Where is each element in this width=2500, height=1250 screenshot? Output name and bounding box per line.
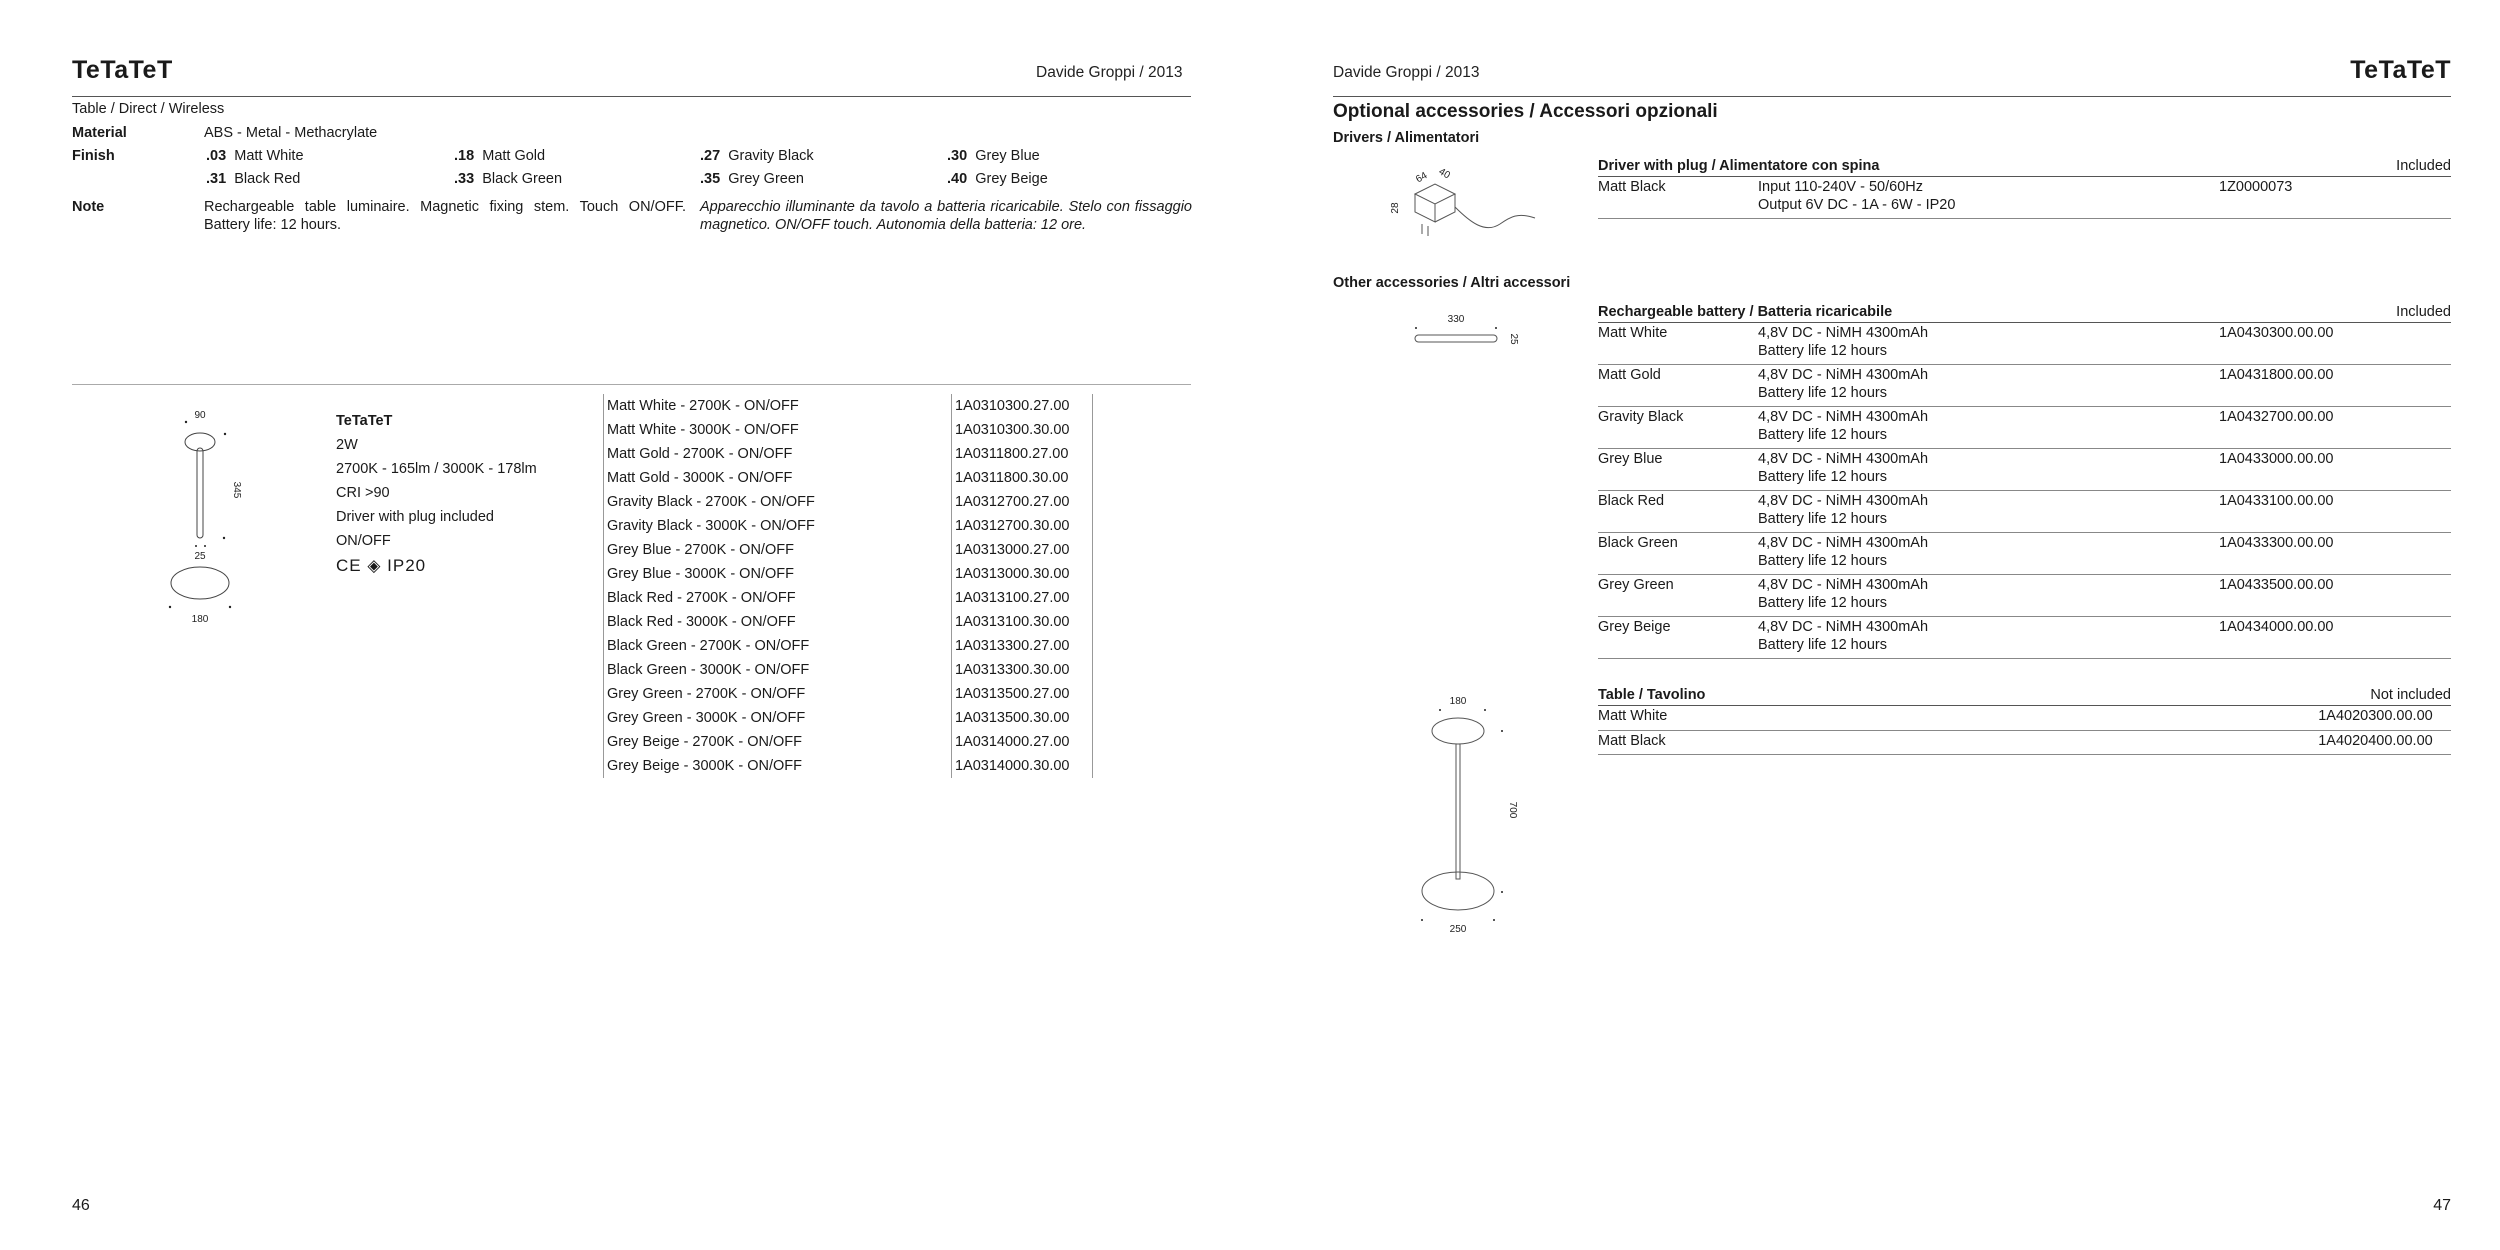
battery-row-desc: 4,8V DC - NiMH 4300mAh Battery life 12 hours: [1758, 323, 2219, 365]
variant-name: Grey Beige - 3000K - ON/OFF: [604, 754, 952, 778]
left-category: Table / Direct / Wireless: [72, 101, 225, 117]
driver-row-desc: Input 110-240V - 50/60Hz Output 6V DC - 1A - 6W - IP20: [1758, 177, 2219, 219]
driver-drawing: [1390, 162, 1540, 242]
variant-name: Matt White - 3000K - ON/OFF: [604, 418, 952, 442]
table-row: [604, 634, 1093, 658]
variant-code: 1A0312700.27.00: [952, 490, 1093, 514]
note-english: Rechargeable table luminaire. Magnetic fixing stem. Touch ON/OFF. Battery life: 12 hours.: [204, 199, 686, 233]
table-row: [604, 754, 1093, 778]
variant-code: 1A0314000.30.00: [952, 754, 1093, 778]
material-value: ABS - Metal - Methacrylate: [204, 125, 378, 141]
table-row: [1598, 491, 2451, 533]
variant-name: Grey Green - 3000K - ON/OFF: [604, 706, 952, 730]
table-row: [604, 682, 1093, 706]
right-page-number: 47: [2433, 1197, 2451, 1214]
accessories-title: Optional accessories / Accessori opzionali: [1333, 101, 1718, 122]
variant-name: Grey Green - 2700K - ON/OFF: [604, 682, 952, 706]
table-row: [1598, 617, 2451, 659]
finish-item: .03 Matt White: [206, 148, 304, 164]
variant-code: 1A0313000.27.00: [952, 538, 1093, 562]
battery-row-desc: 4,8V DC - NiMH 4300mAh Battery life 12 hours: [1758, 617, 2219, 659]
certification-marks: CE ◈ IP20: [336, 556, 427, 575]
battery-row-desc: 4,8V DC - NiMH 4300mAh Battery life 12 hours: [1758, 533, 2219, 575]
right-designer: Davide Groppi / 2013: [1333, 64, 1480, 81]
battery-row-code: 1A0433300.00.00: [2219, 533, 2451, 575]
left-section-rule: [72, 384, 1191, 385]
battery-row-name: Grey Green: [1598, 575, 1758, 617]
variant-code: 1A0311800.27.00: [952, 442, 1093, 466]
left-brand-title: TeTaTeT: [72, 56, 173, 84]
table-dim-height: 700: [1507, 801, 1518, 819]
table-row: [604, 610, 1093, 634]
battery-table-status: Included: [2219, 302, 2451, 323]
right-brand-title: TeTaTeT: [2350, 56, 2451, 84]
battery-row-desc: 4,8V DC - NiMH 4300mAh Battery life 12 hours: [1758, 407, 2219, 449]
driver-table: [1598, 156, 2451, 219]
note-italian: Apparecchio illuminante da tavolo a batteria ricaricabile. Stelo con fissaggio magnetico. ON/OFF touch. Autonomia della batteria: 12 ore.: [700, 199, 1192, 233]
variant-name: Black Green - 2700K - ON/OFF: [604, 634, 952, 658]
other-accessories-heading: Other accessories / Altri accessori: [1333, 275, 1571, 291]
battery-row-name: Matt Gold: [1598, 365, 1758, 407]
driver-table-title: Driver with plug / Alimentatore con spina: [1598, 156, 2219, 177]
variant-code: 1A0313000.30.00: [952, 562, 1093, 586]
driver-row-code: 1Z0000073: [2219, 177, 2451, 219]
table-row: [604, 730, 1093, 754]
left-page-number: 46: [72, 1197, 90, 1214]
side-table-row-code: 1A4020400.00.00: [2318, 730, 2451, 755]
variant-code: 1A0313500.27.00: [952, 682, 1093, 706]
product-driver: Driver with plug included: [336, 509, 494, 525]
finish-item: .33 Black Green: [454, 171, 563, 187]
battery-row-code: 1A0433500.00.00: [2219, 575, 2451, 617]
table-row: [604, 514, 1093, 538]
product-switch: ON/OFF: [336, 533, 391, 549]
side-table-row-name: Matt Black: [1598, 730, 2318, 755]
material-label: Material: [72, 125, 127, 141]
table-row: [1598, 323, 2451, 365]
variant-code: 1A0310300.30.00: [952, 418, 1093, 442]
battery-row-code: 1A0431800.00.00: [2219, 365, 2451, 407]
variant-code: 1A0313300.30.00: [952, 658, 1093, 682]
finish-item: .27 Gravity Black: [700, 148, 814, 164]
left-designer: Davide Groppi / 2013: [1036, 64, 1183, 81]
variant-code: 1A0310300.27.00: [952, 394, 1093, 418]
battery-table-title: Rechargeable battery / Batteria ricaricabile: [1598, 302, 2219, 323]
lamp-dim-height: 345: [231, 481, 242, 499]
variant-name: Black Red - 2700K - ON/OFF: [604, 586, 952, 610]
lamp-dim-stem: 25: [194, 551, 206, 562]
table-row: [1598, 407, 2451, 449]
battery-row-code: 1A0434000.00.00: [2219, 617, 2451, 659]
variant-name: Matt White - 2700K - ON/OFF: [604, 394, 952, 418]
product-cri: CRI >90: [336, 485, 390, 501]
battery-row-desc: 4,8V DC - NiMH 4300mAh Battery life 12 hours: [1758, 491, 2219, 533]
table-dim-base: 250: [1449, 924, 1467, 935]
battery-table: [1598, 302, 2451, 659]
battery-row-code: 1A0430300.00.00: [2219, 323, 2451, 365]
variant-name: Matt Gold - 3000K - ON/OFF: [604, 466, 952, 490]
product-power: 2W: [336, 437, 358, 453]
table-row: [1598, 365, 2451, 407]
driver-dim-c: 28: [1390, 202, 1401, 214]
driver-row-name: Matt Black: [1598, 177, 1758, 219]
finish-item: .35 Grey Green: [700, 171, 804, 187]
side-table-row-code: 1A4020300.00.00: [2318, 706, 2451, 731]
table-row: [1598, 730, 2451, 755]
side-table-title: Table / Tavolino: [1598, 685, 2318, 706]
variant-name: Grey Blue - 2700K - ON/OFF: [604, 538, 952, 562]
table-row: [1598, 533, 2451, 575]
table-row: [604, 658, 1093, 682]
driver-dim-b: 40: [1436, 166, 1452, 182]
variant-name: Black Green - 3000K - ON/OFF: [604, 658, 952, 682]
table-row: [604, 466, 1093, 490]
finish-item: .18 Matt Gold: [454, 148, 546, 164]
table-row: [604, 586, 1093, 610]
table-row: [604, 706, 1093, 730]
finish-item: .30 Grey Blue: [947, 148, 1040, 164]
battery-row-code: 1A0433000.00.00: [2219, 449, 2451, 491]
finish-grid: [204, 144, 1194, 192]
finish-label: Finish: [72, 148, 115, 164]
battery-drawing: [1400, 310, 1520, 350]
table-row: [1598, 575, 2451, 617]
table-dim-top: 180: [1449, 696, 1467, 707]
variant-name: Grey Blue - 3000K - ON/OFF: [604, 562, 952, 586]
finish-item: .31 Black Red: [206, 171, 301, 187]
product-name: TeTaTeT: [336, 413, 393, 429]
variant-code: 1A0311800.30.00: [952, 466, 1093, 490]
battery-row-code: 1A0432700.00.00: [2219, 407, 2451, 449]
battery-row-desc: 4,8V DC - NiMH 4300mAh Battery life 12 hours: [1758, 575, 2219, 617]
battery-row-name: Matt White: [1598, 323, 1758, 365]
variant-name: Black Red - 3000K - ON/OFF: [604, 610, 952, 634]
variant-name: Matt Gold - 2700K - ON/OFF: [604, 442, 952, 466]
table-row: [604, 418, 1093, 442]
battery-row-name: Black Green: [1598, 533, 1758, 575]
table-row: [604, 562, 1093, 586]
variant-name: Grey Beige - 2700K - ON/OFF: [604, 730, 952, 754]
variant-code: 1A0313100.30.00: [952, 610, 1093, 634]
table-row: [604, 394, 1093, 418]
table-row: [1598, 449, 2451, 491]
variant-name: Gravity Black - 2700K - ON/OFF: [604, 490, 952, 514]
variant-code: 1A0314000.27.00: [952, 730, 1093, 754]
left-header-rule: [72, 96, 1191, 97]
variant-code: 1A0313300.27.00: [952, 634, 1093, 658]
lamp-dim-base: 180: [191, 614, 209, 625]
battery-dim-length: 330: [1447, 314, 1465, 325]
side-table-row-name: Matt White: [1598, 706, 2318, 731]
variant-code: 1A0313100.27.00: [952, 586, 1093, 610]
table-row: [604, 490, 1093, 514]
battery-dim-height: 25: [1508, 333, 1519, 345]
battery-row-desc: 4,8V DC - NiMH 4300mAh Battery life 12 hours: [1758, 365, 2219, 407]
battery-row-name: Grey Beige: [1598, 617, 1758, 659]
driver-dim-a: 64: [1414, 170, 1430, 186]
battery-row-desc: 4,8V DC - NiMH 4300mAh Battery life 12 hours: [1758, 449, 2219, 491]
table-row: [604, 442, 1093, 466]
table-row: [604, 538, 1093, 562]
finish-item: .40 Grey Beige: [947, 171, 1048, 187]
variant-name: Gravity Black - 3000K - ON/OFF: [604, 514, 952, 538]
variant-code: 1A0313500.30.00: [952, 706, 1093, 730]
driver-table-status: Included: [2219, 156, 2451, 177]
product-lumen: 2700K - 165lm / 3000K - 178lm: [336, 461, 537, 477]
side-table-status: Not included: [2318, 685, 2451, 706]
battery-row-name: Gravity Black: [1598, 407, 1758, 449]
drivers-heading: Drivers / Alimentatori: [1333, 130, 1480, 146]
table-row: [1598, 706, 2451, 731]
lamp-drawing: [150, 400, 260, 630]
variant-table: [603, 394, 1093, 778]
battery-row-code: 1A0433100.00.00: [2219, 491, 2451, 533]
battery-row-name: Grey Blue: [1598, 449, 1758, 491]
table-row: [1598, 177, 2451, 219]
side-table-drawing: [1400, 690, 1520, 940]
note-label: Note: [72, 199, 105, 215]
right-header-rule: [1333, 96, 2451, 97]
variant-code: 1A0312700.30.00: [952, 514, 1093, 538]
side-table-table: [1598, 685, 2451, 755]
lamp-dim-top: 90: [194, 410, 206, 421]
battery-row-name: Black Red: [1598, 491, 1758, 533]
